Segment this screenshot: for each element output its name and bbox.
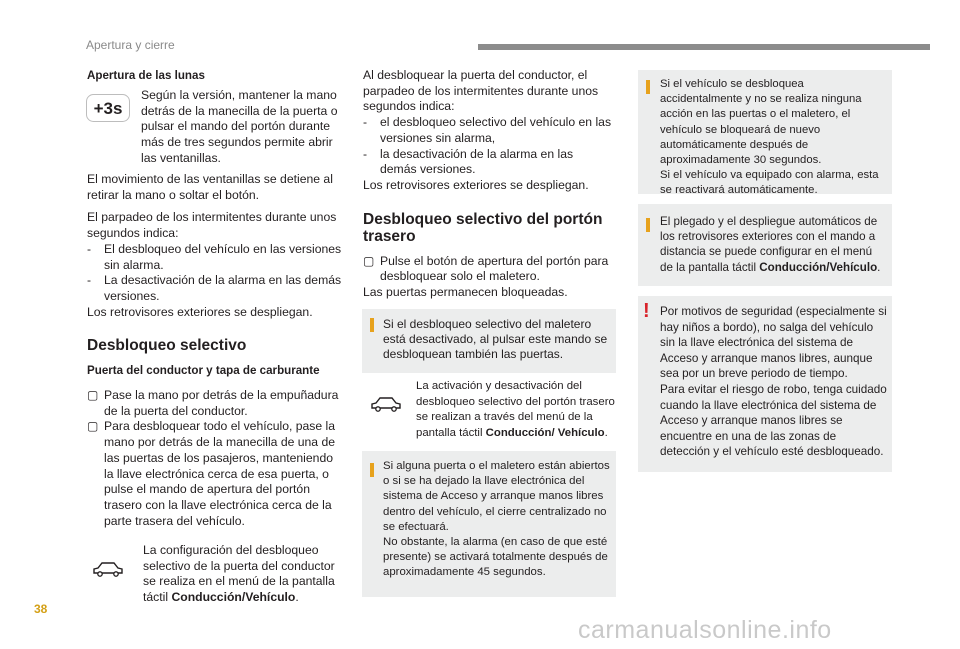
info-icon (646, 80, 650, 94)
warning-icon: ! (643, 300, 650, 322)
car-note-trunk: La activación y desactivación del desbloqueo selectivo del portón trasero se realizan a través del menú de la pantalla táctil Conducción/ Vehículo. (362, 373, 616, 449)
windows-stop-paragraph: El movimiento de las ventanillas se detiene al retirar la mano o soltar el botón. (87, 172, 333, 202)
page-number: 38 (34, 602, 48, 616)
column-2 (363, 68, 613, 301)
driver-unlock-intro: Al desbloquear la puerta del conductor, el parpadeo de los intermitentes durante unos segundos indica: (363, 68, 599, 114)
mirrors-paragraph: Los retrovisores exteriores se despliegan. (87, 304, 313, 319)
selective-unlock-heading: Desbloqueo selectivo (87, 337, 247, 355)
driver-door-heading: Puerta del conductor y tapa de carburante (87, 364, 320, 378)
info-icon (646, 218, 650, 232)
doors-stay-locked: Las puertas permanecen bloqueadas. (363, 285, 568, 300)
warning-box-security: ! Por motivos de seguridad (especialmente si hay niños a bordo), no salga del vehículo sin la llave electrónica del sistema de Acceso y arranque manos libres, aunque sea por un breve periodo de tiempo. Para evitar el riesgo de robo, tenga cuidado cuando la llave electrónica del sistema de Acceso y arranque manos libres se encuentre en una de las zonas de detección y el vehículo esté desbloqueado. (638, 296, 892, 472)
windows-text: Según la versión, mantener la mano detrás de la manecilla de la puerta o pulsar el mando del portón durante más de tres segundos permite abrir las ventanillas. (141, 88, 338, 165)
header-divider-bar (478, 44, 930, 50)
car-icon (370, 395, 402, 413)
car-icon (92, 560, 124, 578)
list-item: - La desactivación de la alarma en las demás versiones. (87, 273, 342, 303)
windows-heading: Apertura de las lunas (87, 69, 205, 82)
info-box-central-lock: Si alguna puerta o el maletero están abiertos o si se ha dejado la llave electrónica del sistema de Acceso y arranque manos libres dentro del vehículo, el cierre centralizado no se efectuará. No obstante, la alarma (en caso de que esté presente) se activará totalmente después de aproximadamente 45 segundos. (362, 451, 616, 597)
mirrors-paragraph-2: Los retrovisores exteriores se despliegan. (363, 177, 589, 192)
plus-3-seconds-icon (86, 94, 130, 122)
info-box-trunk: Si el desbloqueo selectivo del maletero está desactivado, al pulsar este mando se desbloquean también las puertas. (362, 309, 616, 373)
list-item: - El desbloqueo del vehículo en las versiones sin alarma. (87, 241, 342, 272)
svg-text:+3s: +3s (93, 99, 123, 118)
info-box-relock: Si el vehículo se desbloquea accidentalmente y no se realiza ninguna acción en las puertas o el maletero, el vehículo se bloqueará de nuevo automáticamente después de aproximadamente 30 segundos. Si el vehículo va equipado con alarma, esta se reactivará automáticamente. (638, 70, 892, 194)
info-icon (370, 318, 374, 332)
trunk-selective-heading: Desbloqueo selectivo del portón trasero (363, 210, 603, 245)
list-item: - el desbloqueo selectivo del vehículo en las versiones sin alarma, (363, 115, 612, 145)
info-icon (370, 463, 374, 477)
watermark: carmanualsonline.info (578, 616, 832, 644)
list-item: ▢ Pulse el botón de apertura del portón para desbloquear solo el maletero. (363, 253, 609, 284)
info-box-mirrors: El plegado y el despliegue automáticos de los retrovisores exteriores con el mando a distancia se puede configurar en el menú de la pantalla táctil Conducción/Vehículo. (638, 204, 892, 286)
column-1 (87, 68, 342, 84)
indicators-intro: El parpadeo de los intermitentes durante unos segundos indica: (87, 210, 337, 241)
driver-selective-config-note: La configuración del desbloqueo selectivo de la puerta del conductor se realiza en el menú de la pantalla táctil Conducción/Vehículo. (143, 543, 335, 605)
section-title: Apertura y cierre (86, 38, 175, 52)
list-item: ▢ Para desbloquear todo el vehículo, pase la mano por detrás de la manecilla de una de las puertas de los pasajeros, manteniendo la llave electrónica cerca de esa puerta, o pulse el mando de apertura del portón trasero con la llave electrónica cerca de la parte trasera del vehículo. (87, 419, 336, 528)
column-1-body (87, 172, 343, 529)
list-item: - la desactivación de la alarma en las demás versiones. (363, 146, 574, 177)
list-item: ▢ Pase la mano por detrás de la empuñadura de la puerta del conductor. (87, 388, 339, 418)
